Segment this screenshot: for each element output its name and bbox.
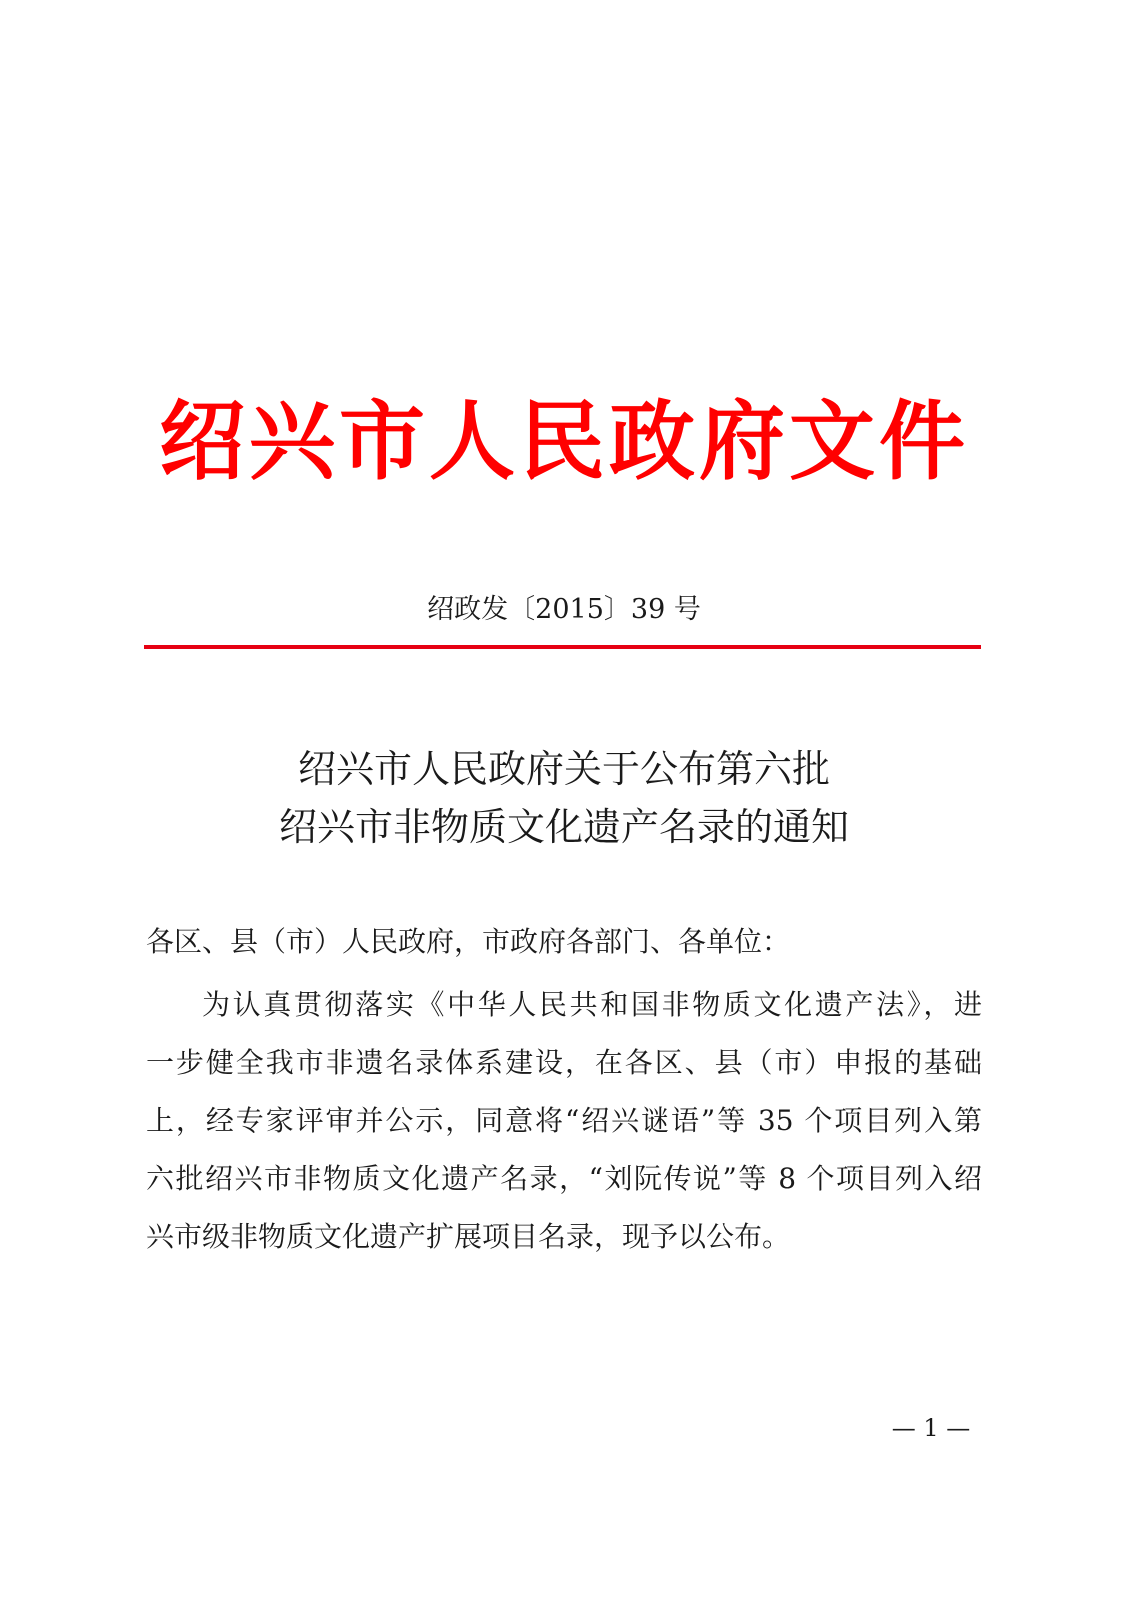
notice-title-line-2: 绍兴市非物质文化遗产名录的通知 [278,805,849,849]
body-line: 一步健全我市非遗名录体系建设，在各区、县（市）申报的基础 [146,1046,982,1079]
body-line: 为认真贯彻落实《中华人民共和国非物质文化遗产法》，进 [202,988,982,1021]
body-line: 六批绍兴市非物质文化遗产名录，“刘阮传说”等 8 个项目列入绍 [146,1162,982,1195]
body-paragraph [146,976,982,1266]
notice-title-line-1: 绍兴市人民政府关于公布第六批 [297,747,830,791]
page-number: — 1 — [891,1414,971,1442]
salutation: 各区、县（市）人民政府，市政府各部门、各单位： [146,925,791,958]
notice-title [0,740,1128,856]
document-number: 绍政发〔2015〕39 号 [427,594,701,625]
body-line: 兴市级非物质文化遗产扩展项目名录，现予以公布。 [146,1220,791,1253]
body-line: 上，经专家评审并公示，同意将“绍兴谜语”等 35 个项目列入第 [146,1104,982,1137]
issuer-masthead: 绍兴市人民政府文件 [159,392,969,492]
red-separator-line [144,645,981,649]
